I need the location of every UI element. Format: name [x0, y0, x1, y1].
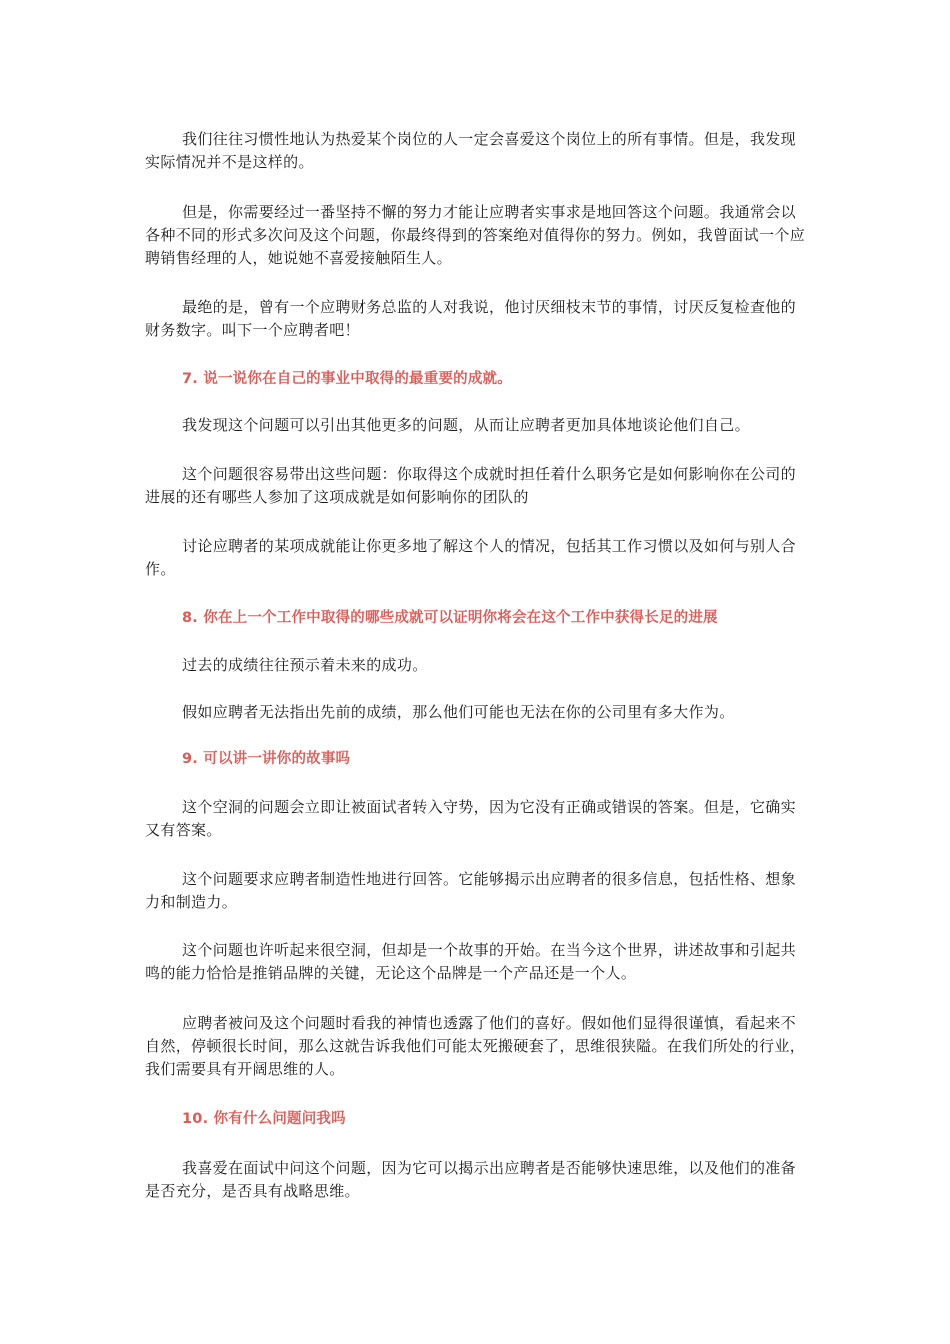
section-heading: 7. 说一说你在自己的事业中取得的最重要的成就。	[182, 371, 512, 387]
paragraph: 过去的成绩往往预示着未来的成功。	[182, 656, 428, 674]
paragraph: 这个空洞的问题会立即让被面试者转入守势，因为它没有正确或错误的答案。但是，它确实又有答案。	[145, 798, 797, 839]
paragraph: 这个问题也许听起来很空洞，但却是一个故事的开始。在当今这个世界，讲述故事和引起共鸣的能力恰恰是推销品牌的关键，无论这个品牌是一个产品还是一个人。	[145, 941, 797, 982]
paragraph: 这个问题要求应聘者制造性地进行回答。它能够揭示出应聘者的很多信息，包括性格、想象力和制造力。	[145, 870, 797, 911]
section-heading: 9. 可以讲一讲你的故事吗	[182, 751, 351, 767]
paragraph: 讨论应聘者的某项成就能让你更多地了解这个人的情况，包括其工作习惯以及如何与别人合作。	[145, 537, 797, 578]
paragraph: 但是，你需要经过一番坚持不懈的努力才能让应聘者实事求是地回答这个问题。我通常会以各种不同的形式多次问及这个问题，你最终得到的答案绝对值得你的努力。例如，我曾面试一个应聘销售经理的人，她说她不喜爱接触陌生人。	[145, 203, 806, 267]
paragraph: 假如应聘者无法指出先前的成绩，那么他们可能也无法在你的公司里有多大作为。	[182, 703, 735, 721]
paragraph: 应聘者被问及这个问题时看我的神情也透露了他们的喜好。假如他们显得很谨慎，看起来不自然，停顿很长时间，那么这就告诉我他们可能太死搬硬套了，思维很狭隘。在我们所处的行业，我们需要具有开阔思维的人。	[145, 1014, 806, 1078]
paragraph: 这个问题很容易带出这些问题：你取得这个成就时担任着什么职务它是如何影响你在公司的进展的还有哪些人参加了这项成就是如何影响你的团队的	[145, 465, 797, 506]
paragraph: 我喜爱在面试中问这个问题，因为它可以揭示出应聘者是否能够快速思维，以及他们的准备是否充分，是否具有战略思维。	[145, 1159, 797, 1200]
section-heading: 8. 你在上一个工作中取得的哪些成就可以证明你将会在这个工作中获得长足的进展	[182, 610, 718, 626]
paragraph: 最绝的是，曾有一个应聘财务总监的人对我说，他讨厌细枝末节的事情，讨厌反复检查他的财务数字。叫下一个应聘者吧！	[145, 298, 797, 339]
paragraph: 我们往往习惯性地认为热爱某个岗位的人一定会喜爱这个岗位上的所有事情。但是，我发现实际情况并不是这样的。	[145, 130, 797, 171]
paragraph: 我发现这个问题可以引出其他更多的问题，从而让应聘者更加具体地谈论他们自己。	[182, 416, 750, 434]
section-heading: 10. 你有什么问题问我吗	[182, 1111, 346, 1127]
